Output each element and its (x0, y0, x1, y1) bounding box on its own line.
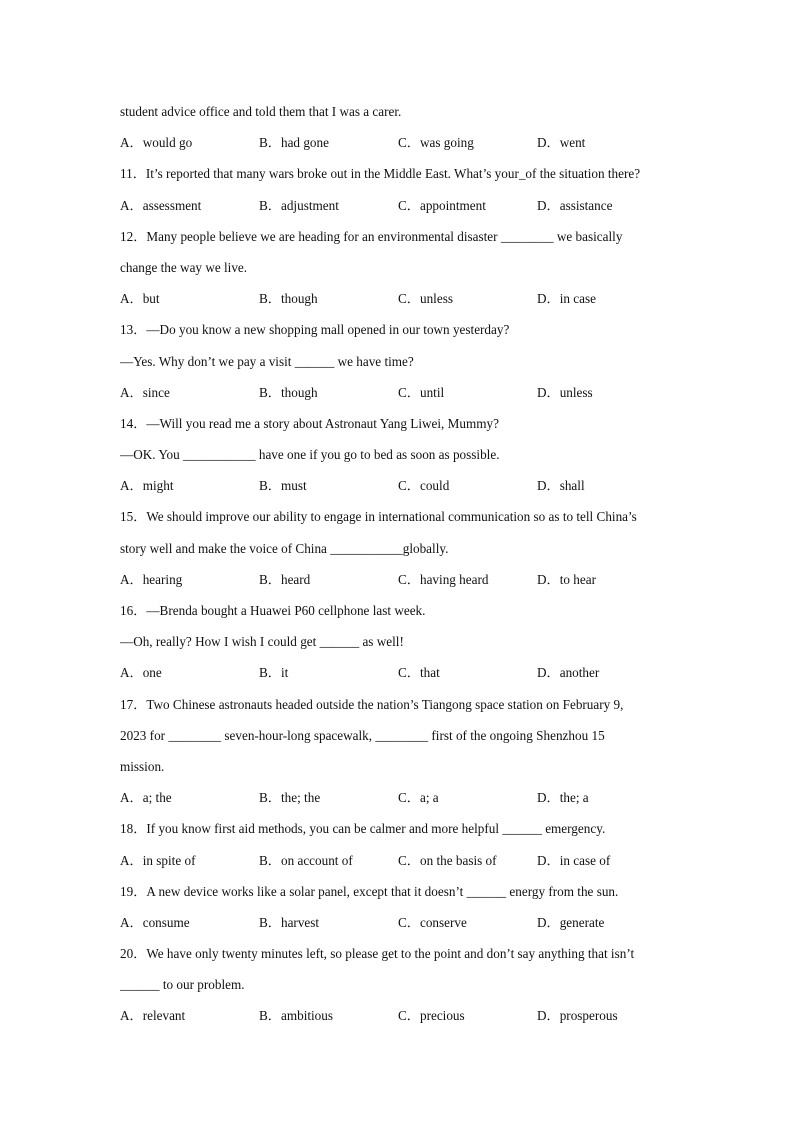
question-text-line: story well and make the voice of China ___________globally. (120, 540, 449, 556)
answer-option: C．could (398, 478, 450, 494)
answer-option: A．one (120, 665, 162, 681)
answer-option: D．the; a (537, 790, 589, 806)
answer-option: D．went (537, 135, 586, 151)
answer-option: A．assessment (120, 197, 202, 213)
answer-option: C．that (398, 665, 440, 681)
answer-options-row (120, 381, 680, 412)
answer-option: B．though (259, 291, 318, 307)
question-text-line: —OK. You ___________ have one if you go to bed as soon as possible. (120, 447, 500, 463)
answer-option: A．consume (120, 914, 190, 930)
answer-option: A．since (120, 384, 170, 400)
answer-options-row (120, 786, 680, 817)
question-text-line: 15．We should improve our ability to engage in international communication so as to tell China’s (120, 509, 637, 525)
answer-option: B．had gone (259, 135, 329, 151)
answer-option: C．appointment (398, 197, 486, 213)
answer-option: B．the; the (259, 790, 321, 806)
answer-option: D．another (537, 665, 600, 681)
question-text-line: 13．—Do you know a new shopping mall opened in our town yesterday? (120, 322, 510, 338)
question-text-line: student advice office and told them that I was a carer. (120, 104, 402, 119)
answer-options-row (120, 131, 680, 162)
question-text-line: —Oh, really? How I wish I could get ______ as well! (120, 634, 404, 650)
question-text-line: 18．If you know first aid methods, you can be calmer and more helpful ______ emergency. (120, 821, 606, 837)
answer-option: C．was going (398, 135, 474, 151)
answer-option: C．precious (398, 1008, 465, 1024)
question-text-line: 2023 for ________ seven-hour-long spacewalk, ________ first of the ongoing Shenzhou 15 (120, 727, 605, 743)
question-text-line: 16．—Brenda bought a Huawei P60 cellphone last week. (120, 603, 426, 618)
question-text-line: 20．We have only twenty minutes left, so please get to the point and don’t say anything that isn’t (120, 946, 635, 962)
answer-option: A．hearing (120, 571, 183, 587)
question-text-line: 19．A new device works like a solar panel, except that it doesn’t ______ energy from the sun. (120, 883, 619, 899)
answer-option: D．shall (537, 478, 585, 494)
answer-option: C．unless (398, 291, 453, 307)
answer-option: A．in spite of (120, 852, 196, 868)
answer-option: A．a; the (120, 790, 172, 806)
answer-options-row (120, 568, 680, 599)
answer-option: C．conserve (398, 914, 467, 930)
answer-option: B．on account of (259, 852, 353, 868)
answer-option: B．though (259, 384, 318, 400)
answer-options-row (120, 849, 680, 880)
answer-option: D．in case of (537, 852, 611, 868)
question-text-line: change the way we live. (120, 259, 248, 275)
question-text-line: —Yes. Why don’t we pay a visit ______ we have time? (120, 353, 414, 369)
answer-option: C．on the basis of (398, 852, 497, 868)
answer-option: C．having heard (398, 571, 489, 587)
answer-option: D．to hear (537, 571, 596, 587)
question-text-line: 12．Many people believe we are heading for an environmental disaster ________ we basically (120, 228, 623, 244)
answer-option: A．would go (120, 135, 193, 151)
answer-option: B．must (259, 478, 307, 494)
question-text-line: 14．—Will you read me a story about Astronaut Yang Liwei, Mummy? (120, 415, 499, 431)
answer-option: D．assistance (537, 197, 613, 213)
answer-option: D．generate (537, 914, 605, 930)
answer-options-row (120, 287, 680, 318)
answer-option: A．might (120, 478, 174, 494)
answer-option: B．ambitious (259, 1008, 333, 1024)
exam-page (120, 100, 680, 1036)
question-text-line: 11．It’s reported that many wars broke out in the Middle East. What’s your_of the situation there? (120, 166, 641, 182)
answer-option: B．heard (259, 571, 311, 587)
question-text-line: mission. (120, 758, 165, 774)
answer-options-row (120, 911, 680, 942)
answer-options-row (120, 474, 680, 505)
answer-option: C．a; a (398, 790, 439, 806)
answer-option: C．until (398, 384, 445, 400)
answer-option: B．adjustment (259, 197, 339, 213)
answer-option: B．it (259, 665, 289, 681)
answer-option: D．in case (537, 291, 596, 307)
answer-options-row (120, 661, 680, 692)
answer-option: A．but (120, 291, 160, 307)
question-text-line: ______ to our problem. (120, 977, 245, 993)
answer-option: D．unless (537, 384, 593, 400)
answer-option: D．prosperous (537, 1008, 618, 1024)
question-text-line: 17．Two Chinese astronauts headed outside the nation’s Tiangong space station on February 9, (120, 696, 624, 712)
answer-option: B．harvest (259, 914, 320, 930)
answer-options-row (120, 194, 680, 225)
answer-option: A．relevant (120, 1008, 186, 1024)
answer-options-row (120, 1004, 680, 1035)
